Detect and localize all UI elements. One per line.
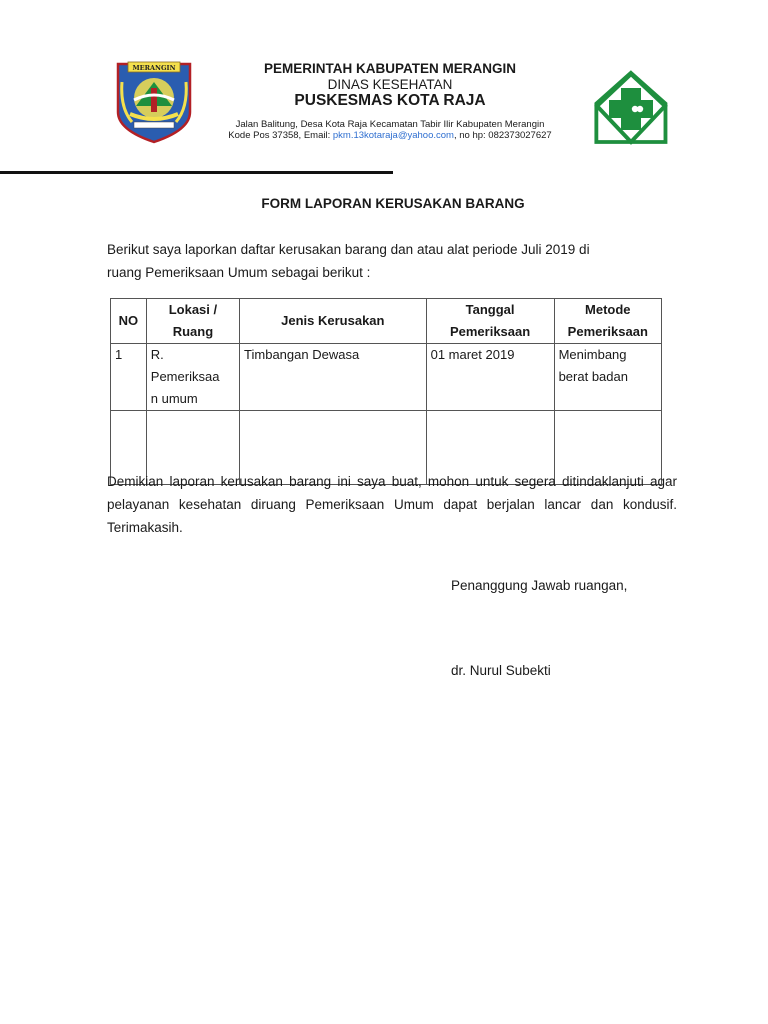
form-title: FORM LAPORAN KERUSAKAN BARANG bbox=[261, 196, 525, 211]
cell-metode bbox=[554, 344, 661, 411]
cell-lokasi-line: R. bbox=[150, 347, 164, 362]
cell-tanggal: 01 maret 2019 bbox=[426, 344, 554, 411]
svg-text:MERANGIN: MERANGIN bbox=[132, 64, 176, 72]
header-jenis: Jenis Kerusakan bbox=[240, 299, 427, 344]
cell-metode-line: Menimbang bbox=[558, 347, 627, 362]
signatory-role: Penanggung Jawab ruangan, bbox=[451, 578, 628, 593]
header-no: NO bbox=[111, 299, 147, 344]
contact-suffix: , no hp: 082373027627 bbox=[453, 130, 552, 141]
contact-line bbox=[205, 130, 575, 141]
cell-jenis: Timbangan Dewasa bbox=[240, 344, 427, 411]
header-metode-line: Pemeriksaan bbox=[567, 324, 648, 339]
agency-name: DINAS KESEHATAN bbox=[327, 77, 453, 92]
cell-lokasi-line: Pemeriksaa bbox=[150, 369, 220, 384]
header-divider bbox=[0, 171, 393, 174]
email-link[interactable]: pkm.13kotaraja@yahoo.com bbox=[332, 130, 454, 141]
damage-report-table bbox=[110, 298, 662, 485]
cell-lokasi-line: n umum bbox=[150, 391, 198, 406]
header-metode-line: Metode bbox=[585, 302, 631, 317]
intro-paragraph bbox=[107, 238, 677, 284]
signatory-name: dr. Nurul Subekti bbox=[451, 663, 551, 678]
table-row bbox=[111, 344, 662, 411]
intro-line: Berikut saya laporkan daftar kerusakan barang dan atau alat periode Juli 2019 di bbox=[107, 242, 590, 257]
intro-line: ruang Pemeriksaan Umum sebagai berikut : bbox=[107, 265, 371, 280]
header-tanggal bbox=[426, 299, 554, 344]
cell-metode-line: berat badan bbox=[558, 369, 628, 384]
contact-prefix: Kode Pos 37358, Email: bbox=[228, 130, 333, 141]
cell-no: 1 bbox=[111, 344, 147, 411]
table-header-row bbox=[111, 299, 662, 344]
header-metode bbox=[554, 299, 661, 344]
government-name: PEMERINTAH KABUPATEN MERANGIN bbox=[264, 61, 516, 76]
address-line: Jalan Balitung, Desa Kota Raja Kecamatan Tabir Ilir Kabupaten Merangin bbox=[235, 119, 545, 130]
header-lokasi bbox=[146, 299, 239, 344]
cell-lokasi bbox=[146, 344, 239, 411]
closing-paragraph: Demikian laporan kerusakan barang ini saya buat, mohon untuk segera ditindaklanjuti agar pelayanan kesehatan diruang Pemeriksaan Umum dapat berjalan lancar dan kondusif. Terimakasih. bbox=[107, 474, 677, 535]
merangin-emblem-logo bbox=[114, 60, 194, 144]
header-tanggal-line: Tanggal bbox=[465, 302, 515, 317]
header-tanggal-line: Pemeriksaan bbox=[449, 324, 531, 339]
header-lokasi-line: Lokasi / bbox=[168, 302, 218, 317]
puskesmas-logo bbox=[593, 70, 669, 146]
header-lokasi-line: Ruang bbox=[172, 324, 214, 339]
facility-name: PUSKESMAS KOTA RAJA bbox=[294, 92, 486, 109]
